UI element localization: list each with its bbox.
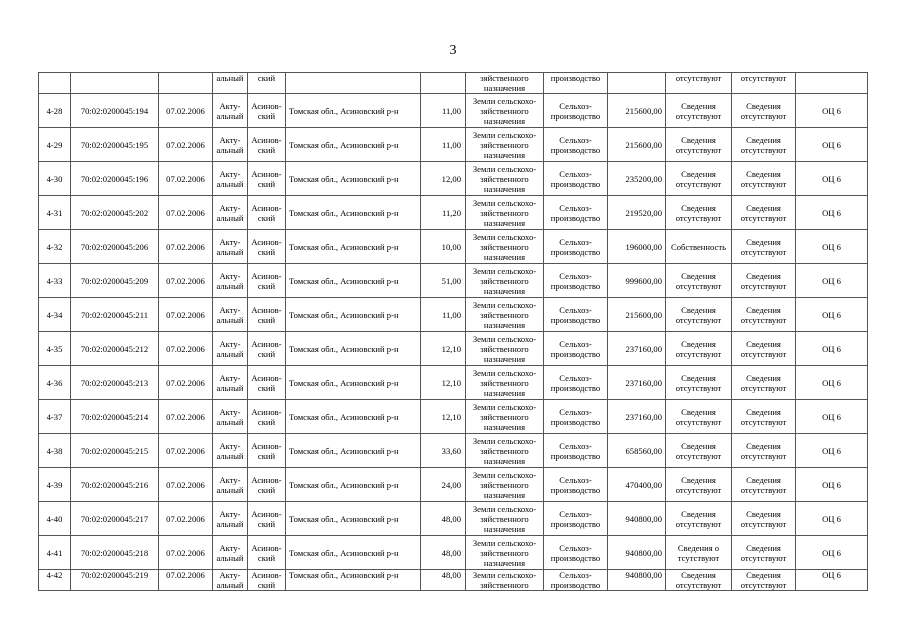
cell-area: 48,00 (421, 570, 466, 591)
cell-address: Томская обл., Асиновский р-н (286, 94, 421, 128)
cell-category: Земли сельскохо- зяйственного назначения (466, 264, 544, 298)
cell-cadastral-number: 70:02:0200045:209 (71, 264, 159, 298)
cell-number: 4-33 (39, 264, 71, 298)
cell-date: 07.02.2006 (159, 570, 213, 591)
table-row-continued (39, 73, 868, 94)
cell-cadastral-number: 70:02:0200045:202 (71, 196, 159, 230)
table-row (39, 468, 868, 502)
cell-use: Сельхоз- производство (544, 94, 608, 128)
cell-date: 07.02.2006 (159, 162, 213, 196)
cell-use: Сельхоз- производство (544, 230, 608, 264)
cell-rights: Сведения о тсутствуют (666, 536, 732, 570)
cell-status: Акту- альный (213, 196, 248, 230)
cell-cadastral-value: 237160,00 (608, 366, 666, 400)
cell-status: Акту- альный (213, 502, 248, 536)
cell-category: Земли сельскохо- зяйственного назначения (466, 230, 544, 264)
cell-use: производство (544, 73, 608, 94)
cell-address: Томская обл., Асиновский р-н (286, 230, 421, 264)
cell-category: Земли сельскохо- зяйственного назначения (466, 468, 544, 502)
table-row (39, 298, 868, 332)
cell-date: 07.02.2006 (159, 434, 213, 468)
cell-rights: Сведения отсутствуют (666, 264, 732, 298)
cell-district: Асинов- ский (248, 332, 286, 366)
cell-encumbrance: Сведения отсутствуют (732, 400, 796, 434)
cell-encumbrance: Сведения отсутствуют (732, 264, 796, 298)
cell-number: 4-37 (39, 400, 71, 434)
table-row (39, 230, 868, 264)
cell-use: Сельхоз- производство (544, 434, 608, 468)
cell-encumbrance: Сведения отсутствуют (732, 570, 796, 591)
cell-area: 12,10 (421, 400, 466, 434)
table-row (39, 196, 868, 230)
cell-status: Акту- альный (213, 230, 248, 264)
cell-class: ОЦ 6 (796, 400, 868, 434)
cell-area: 12,10 (421, 332, 466, 366)
cell-use: Сельхоз- производство (544, 468, 608, 502)
cell-cadastral-value: 470400,00 (608, 468, 666, 502)
cell-address: Томская обл., Асиновский р-н (286, 366, 421, 400)
cell-district: Асинов- ский (248, 264, 286, 298)
table-row (39, 94, 868, 128)
cell-cadastral-number: 70:02:0200045:217 (71, 502, 159, 536)
cell-date: 07.02.2006 (159, 298, 213, 332)
cell-cadastral-value: 215600,00 (608, 94, 666, 128)
cell-category: Земли сельскохо- зяйственного назначения (466, 536, 544, 570)
cell-class: ОЦ 6 (796, 162, 868, 196)
cell-address: Томская обл., Асиновский р-н (286, 264, 421, 298)
cell-rights: Сведения отсутствуют (666, 502, 732, 536)
cell-rights: Сведения отсутствуют (666, 366, 732, 400)
cell-encumbrance: Сведения отсутствуют (732, 434, 796, 468)
cell-status: Акту- альный (213, 366, 248, 400)
cell-cadastral-number: 70:02:0200045:212 (71, 332, 159, 366)
cell-address: Томская обл., Асиновский р-н (286, 536, 421, 570)
cell-date: 07.02.2006 (159, 128, 213, 162)
cell-address: Томская обл., Асиновский р-н (286, 502, 421, 536)
table-row (39, 264, 868, 298)
cell-date: 07.02.2006 (159, 196, 213, 230)
cell-class: ОЦ 6 (796, 332, 868, 366)
table-body (39, 73, 868, 591)
cell-class: ОЦ 6 (796, 230, 868, 264)
cell-cadastral-value: 940800,00 (608, 570, 666, 591)
cell-class: ОЦ 6 (796, 366, 868, 400)
cell-rights: Сведения отсутствуют (666, 434, 732, 468)
cell-rights: Сведения отсутствуют (666, 162, 732, 196)
cell-number: 4-36 (39, 366, 71, 400)
cell-district: Асинов- ский (248, 536, 286, 570)
cell-cadastral-value: 215600,00 (608, 298, 666, 332)
cell-cadastral-number: 70:02:0200045:206 (71, 230, 159, 264)
cell-district: Асинов- ский (248, 94, 286, 128)
cell-category: зяйственного назначения (466, 73, 544, 94)
cell-category: Земли сельскохо- зяйственного назначения (466, 298, 544, 332)
cell-category: Земли сельскохо- зяйственного назначения (466, 94, 544, 128)
cell-date: 07.02.2006 (159, 536, 213, 570)
cell-encumbrance: Сведения отсутствуют (732, 366, 796, 400)
cell-class: ОЦ 6 (796, 94, 868, 128)
cell-rights: отсутствуют (666, 73, 732, 94)
cell-district: Асинов- ский (248, 400, 286, 434)
cell-encumbrance: Сведения отсутствуют (732, 230, 796, 264)
cell-district: Асинов- ский (248, 128, 286, 162)
cell-class: ОЦ 6 (796, 196, 868, 230)
cell-class: ОЦ 6 (796, 502, 868, 536)
cell-encumbrance: Сведения отсутствуют (732, 332, 796, 366)
cell-cadastral-value: 196000,00 (608, 230, 666, 264)
cell-area: 33,60 (421, 434, 466, 468)
cell-use: Сельхоз- производство (544, 400, 608, 434)
table-row (39, 128, 868, 162)
cell-date: 07.02.2006 (159, 400, 213, 434)
cell-cadastral-number: 70:02:0200045:216 (71, 468, 159, 502)
cell-cadastral-number: 70:02:0200045:214 (71, 400, 159, 434)
cell-cadastral-value: 940800,00 (608, 502, 666, 536)
cell-district: Асинов- ский (248, 298, 286, 332)
cell-address: Томская обл., Асиновский р-н (286, 468, 421, 502)
cell-status: Акту- альный (213, 332, 248, 366)
cell-address: Томская обл., Асиновский р-н (286, 162, 421, 196)
cell-rights: Сведения отсутствуют (666, 128, 732, 162)
cell-district: Асинов- ский (248, 366, 286, 400)
cell-area: 12,00 (421, 162, 466, 196)
cell-district: Асинов- ский (248, 230, 286, 264)
cell-status: Акту- альный (213, 298, 248, 332)
cell-rights: Сведения отсутствуют (666, 196, 732, 230)
cell-district: Асинов- ский (248, 570, 286, 591)
cell-use: Сельхоз- производство (544, 536, 608, 570)
cell-area: 48,00 (421, 536, 466, 570)
cell-number: 4-39 (39, 468, 71, 502)
cell-rights: Сведения отсутствуют (666, 332, 732, 366)
table-row (39, 570, 868, 591)
cell-district: Асинов- ский (248, 434, 286, 468)
table-row (39, 162, 868, 196)
cell-category: Земли сельскохо- зяйственного назначения (466, 434, 544, 468)
cell-number: 4-32 (39, 230, 71, 264)
cell-encumbrance: Сведения отсутствуют (732, 162, 796, 196)
table-row (39, 434, 868, 468)
cell-number: 4-40 (39, 502, 71, 536)
cell-number: 4-29 (39, 128, 71, 162)
cell-class: ОЦ 6 (796, 570, 868, 591)
cell-cadastral-number: 70:02:0200045:194 (71, 94, 159, 128)
cell-date: 07.02.2006 (159, 468, 213, 502)
cell-use: Сельхоз- производство (544, 570, 608, 591)
cell-category: Земли сельскохо- зяйственного назначения (466, 332, 544, 366)
cell-class: ОЦ 6 (796, 298, 868, 332)
cell-number: 4-31 (39, 196, 71, 230)
table-row (39, 536, 868, 570)
cell-area: 11,00 (421, 128, 466, 162)
cell-cadastral-number: 70:02:0200045:195 (71, 128, 159, 162)
cell-class: ОЦ 6 (796, 434, 868, 468)
cell-category: Земли сельскохо- зяйственного назначения (466, 502, 544, 536)
cell-status: Акту- альный (213, 570, 248, 591)
cell-area: 24,00 (421, 468, 466, 502)
cell-use: Сельхоз- производство (544, 332, 608, 366)
table-row (39, 502, 868, 536)
cell-number: 4-30 (39, 162, 71, 196)
cell-category: Земли сельскохо- зяйственного назначения (466, 128, 544, 162)
cell-encumbrance: Сведения отсутствуют (732, 468, 796, 502)
cell-address: Томская обл., Асиновский р-н (286, 434, 421, 468)
cell-district: Асинов- ский (248, 468, 286, 502)
cell-cadastral-value: 215600,00 (608, 128, 666, 162)
cell-district: Асинов- ский (248, 196, 286, 230)
cell-rights: Сведения отсутствуют (666, 298, 732, 332)
cell-cadastral-number: 70:02:0200045:196 (71, 162, 159, 196)
cell-use: Сельхоз- производство (544, 162, 608, 196)
cell-rights: Сведения отсутствуют (666, 400, 732, 434)
cell-encumbrance: Сведения отсутствуют (732, 502, 796, 536)
cell-date: 07.02.2006 (159, 502, 213, 536)
cell-cadastral-value: 235200,00 (608, 162, 666, 196)
table-row (39, 400, 868, 434)
cell-district: Асинов- ский (248, 162, 286, 196)
cell-area: 11,00 (421, 94, 466, 128)
land-registry-table (38, 72, 868, 591)
cell-address: Томская обл., Асиновский р-н (286, 332, 421, 366)
cell-encumbrance: отсутствуют (732, 73, 796, 94)
cell-area: 10,00 (421, 230, 466, 264)
cell-address: Томская обл., Асиновский р-н (286, 570, 421, 591)
cell-status: Акту- альный (213, 162, 248, 196)
cell-status: Акту- альный (213, 468, 248, 502)
cell-number: 4-42 (39, 570, 71, 591)
cell-rights: Сведения отсутствуют (666, 468, 732, 502)
cell-date: 07.02.2006 (159, 366, 213, 400)
cell-cadastral-value: 237160,00 (608, 332, 666, 366)
cell-cadastral-value: 999600,00 (608, 264, 666, 298)
cell-status: Акту- альный (213, 536, 248, 570)
cell-cadastral-number: 70:02:0200045:219 (71, 570, 159, 591)
cell-encumbrance: Сведения отсутствуют (732, 128, 796, 162)
cell-area: 11,20 (421, 196, 466, 230)
cell-rights: Сведения отсутствуют (666, 570, 732, 591)
cell-class: ОЦ 6 (796, 264, 868, 298)
cell-cadastral-number: 70:02:0200045:218 (71, 536, 159, 570)
cell-status: Акту- альный (213, 400, 248, 434)
cell-encumbrance: Сведения отсутствуют (732, 94, 796, 128)
cell-use: Сельхоз- производство (544, 298, 608, 332)
cell-number: 4-41 (39, 536, 71, 570)
cell-district: ский (248, 73, 286, 94)
cell-date: 07.02.2006 (159, 332, 213, 366)
cell-area: 48,00 (421, 502, 466, 536)
cell-rights: Сведения отсутствуют (666, 94, 732, 128)
cell-date: 07.02.2006 (159, 230, 213, 264)
cell-date: 07.02.2006 (159, 264, 213, 298)
table-row (39, 332, 868, 366)
cell-area: 51,00 (421, 264, 466, 298)
cell-cadastral-value: 237160,00 (608, 400, 666, 434)
cell-cadastral-number: 70:02:0200045:213 (71, 366, 159, 400)
cell-cadastral-number: 70:02:0200045:211 (71, 298, 159, 332)
cell-encumbrance: Сведения отсутствуют (732, 536, 796, 570)
cell-cadastral-value: 658560,00 (608, 434, 666, 468)
cell-status: Акту- альный (213, 434, 248, 468)
cell-number: 4-28 (39, 94, 71, 128)
cell-use: Сельхоз- производство (544, 264, 608, 298)
cell-encumbrance: Сведения отсутствуют (732, 196, 796, 230)
cell-rights: Собственность (666, 230, 732, 264)
cell-address: Томская обл., Асиновский р-н (286, 298, 421, 332)
cell-class: ОЦ 6 (796, 128, 868, 162)
cell-category: Земли сельскохо- зяйственного назначения (466, 162, 544, 196)
cell-number: 4-38 (39, 434, 71, 468)
cell-category: Земли сельскохо- зяйственного назначения (466, 400, 544, 434)
cell-address: Томская обл., Асиновский р-н (286, 128, 421, 162)
cell-class: ОЦ 6 (796, 536, 868, 570)
cell-area: 11,00 (421, 298, 466, 332)
cell-use: Сельхоз- производство (544, 196, 608, 230)
cell-cadastral-number: 70:02:0200045:215 (71, 434, 159, 468)
cell-encumbrance: Сведения отсутствуют (732, 298, 796, 332)
cell-status: Акту- альный (213, 94, 248, 128)
cell-district: Асинов- ский (248, 502, 286, 536)
cell-class: ОЦ 6 (796, 468, 868, 502)
cell-status: альный (213, 73, 248, 94)
cell-area: 12,10 (421, 366, 466, 400)
cell-date: 07.02.2006 (159, 94, 213, 128)
cell-cadastral-value: 940800,00 (608, 536, 666, 570)
cell-use: Сельхоз- производство (544, 366, 608, 400)
cell-number: 4-35 (39, 332, 71, 366)
cell-address: Томская обл., Асиновский р-н (286, 196, 421, 230)
cell-number: 4-34 (39, 298, 71, 332)
cell-status: Акту- альный (213, 264, 248, 298)
cell-category: Земли сельскохо- зяйственного назначения (466, 366, 544, 400)
cell-status: Акту- альный (213, 128, 248, 162)
cell-use: Сельхоз- производство (544, 502, 608, 536)
page-number: 3 (449, 43, 457, 58)
cell-use: Сельхоз- производство (544, 128, 608, 162)
cell-cadastral-value: 219520,00 (608, 196, 666, 230)
cell-category: Земли сельскохо- зяйственного назначения (466, 196, 544, 230)
cell-address: Томская обл., Асиновский р-н (286, 400, 421, 434)
cell-category: Земли сельскохо- зяйственного (466, 570, 544, 591)
table-row (39, 366, 868, 400)
